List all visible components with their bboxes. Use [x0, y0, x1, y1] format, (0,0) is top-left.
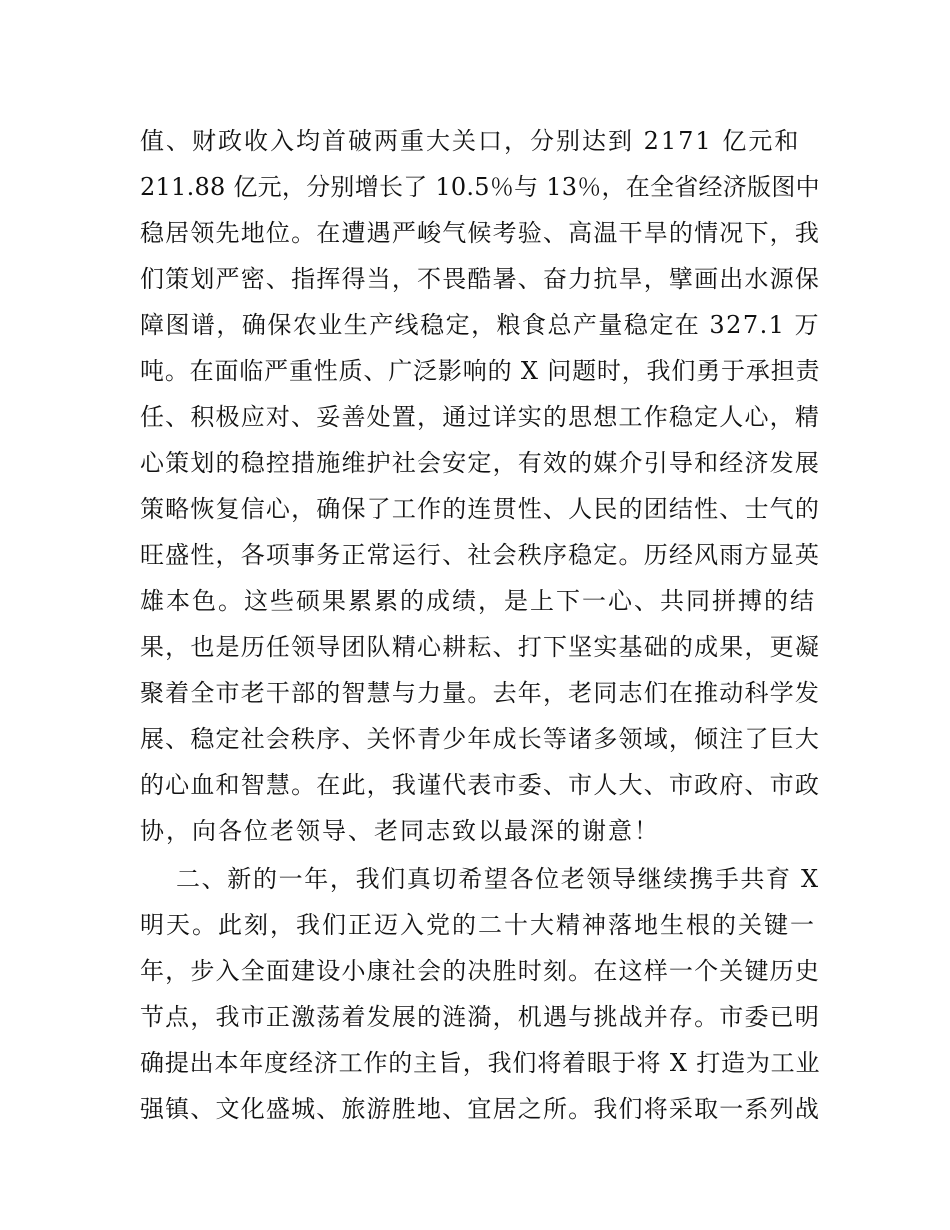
text-line-18: 明天。此刻，我们正迈入党的二十大精神落地生根的关键一 — [140, 911, 816, 939]
text-line-11: 雄本色。这些硕果累累的成绩，是上下一心、共同拼搏的结 — [140, 587, 816, 615]
text-line-16: 协，向各位老领导、老同志致以最深的谢意！ — [140, 817, 660, 845]
text-line-20: 节点，我市正激荡着发展的涟漪，机遇与挑战并存。市委已明 — [140, 1003, 820, 1031]
text-line-8: 心策划的稳控措施维护社会安定，有效的媒介引导和经济发展 — [140, 449, 820, 477]
text-line-22: 强镇、文化盛城、旅游胜地、宜居之所。我们将采取一系列战 — [140, 1095, 820, 1123]
text-line-19: 年，步入全面建设小康社会的决胜时刻。在这样一个关键历史 — [140, 957, 820, 985]
text-line-17: 二、新的一年，我们真切希望各位老领导继续携手共育 X — [176, 865, 820, 893]
text-line-21: 确提出本年度经济工作的主旨，我们将着眼于将 X 打造为工业 — [140, 1049, 821, 1077]
text-line-15: 的心血和智慧。在此，我谨代表市委、市人大、市政府、市政 — [140, 771, 820, 799]
text-line-13: 聚着全市老干部的智慧与力量。去年，老同志们在推动科学发 — [140, 679, 820, 707]
text-line-5: 障图谱，确保农业生产线稳定，粮食总产量稳定在 327.1 万 — [140, 311, 820, 339]
text-line-2: 211.88 亿元，分别增长了 10.5％与 13％，在全省经济版图中 — [140, 173, 820, 201]
text-line-1: 值、财政收入均首破两重大关口，分别达到 2171 亿元和 — [140, 127, 801, 155]
text-line-9: 策略恢复信心，确保了工作的连贯性、人民的团结性、士气的 — [140, 495, 820, 523]
text-line-10: 旺盛性，各项事务正常运行、社会秩序稳定。历经风雨方显英 — [140, 541, 820, 569]
text-line-7: 任、积极应对、妥善处置，通过详实的思想工作稳定人心，精 — [140, 403, 820, 431]
text-line-6: 吨。在面临严重性质、广泛影响的 X 问题时，我们勇于承担责 — [140, 357, 821, 385]
text-line-3: 稳居领先地位。在遭遇严峻气候考验、高温干旱的情况下，我 — [140, 219, 820, 247]
text-line-14: 展、稳定社会秩序、关怀青少年成长等诸多领域，倾注了巨大 — [140, 725, 820, 753]
text-line-12: 果，也是历任领导团队精心耕耘、打下坚实基础的成果，更凝 — [140, 633, 820, 661]
text-line-4: 们策划严密、指挥得当，不畏酷暑、奋力抗旱，擘画出水源保 — [140, 265, 820, 293]
